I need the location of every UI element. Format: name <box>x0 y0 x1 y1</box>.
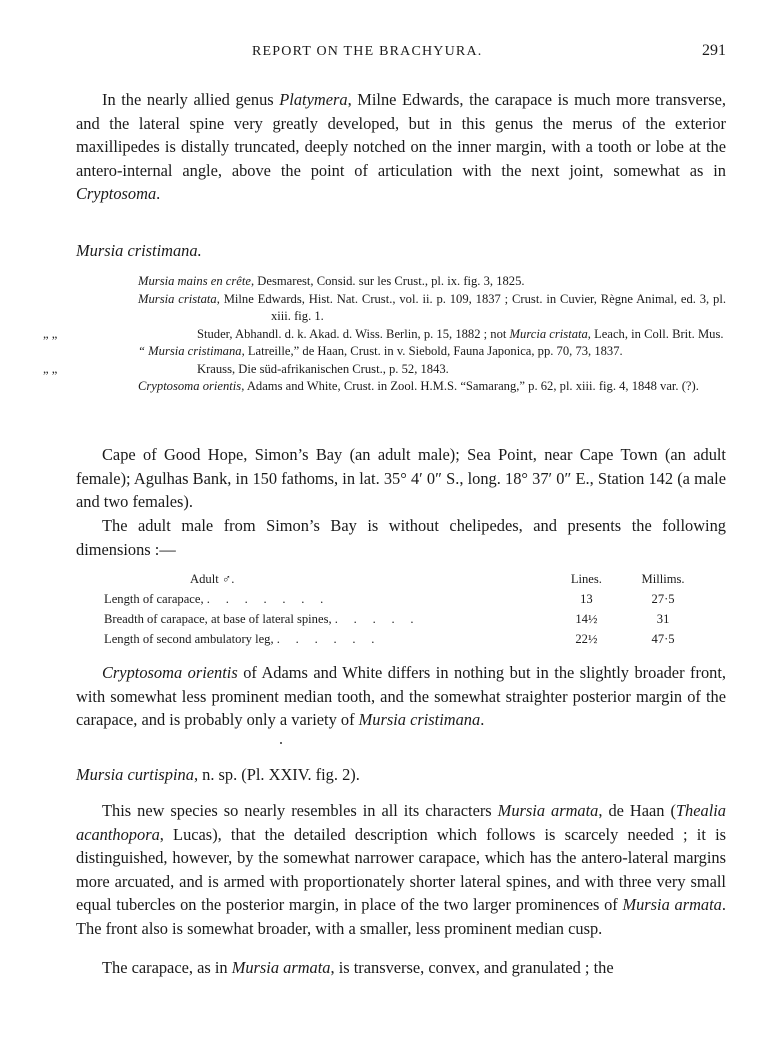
running-title: REPORT ON THE BRACHYURA. <box>252 44 483 59</box>
table-row <box>104 612 704 632</box>
dimensions-intro: The adult male from Simon’s Bay is without chelipedes, and presents the following dimensions :— <box>76 516 726 559</box>
table-row <box>104 592 704 612</box>
synonym-entry: Mursia cristata, Milne Edwards, Hist. Nat. Crust., vol. ii. p. 109, 1837 ; Crust. in Cuvier, Règne Animal, ed. 3, pl. xiii. fig. 1. <box>138 291 726 323</box>
synonymy-list <box>43 273 726 396</box>
locality-paragraph: Cape of Good Hope, Simon’s Bay (an adult male); Sea Point, near Cape Town (an adult female); Agulhas Bank, in 150 fathoms, in lat. 35° 4′ 0″ S., long. 18° 37′ 0″ E., Station 142 (a male and two females). <box>76 445 726 511</box>
leader-dots: . . . . . <box>334 612 414 626</box>
synonym-entry: „ „ Krauss, Die süd-afrikanischen Crust., p. 52, 1843. <box>43 361 449 376</box>
synonym-entry: „ „ Studer, Abhandl. d. k. Akad. d. Wiss. Berlin, p. 15, 1882 ; not Murcia cristata, Leach, in Coll. Brit. Mus. <box>43 326 724 341</box>
table-row <box>104 632 704 652</box>
col-header-lines: Lines. <box>570 572 602 586</box>
row-lines: 22½ <box>575 632 598 646</box>
synonym-entry: Mursia mains en crête, Desmarest, Consid. sur les Crust., pl. ix. fig. 3, 1825. <box>138 274 525 288</box>
carapace-paragraph: The carapace, as in Mursia armata, is transverse, convex, and granulated ; the <box>102 958 614 977</box>
row-label: Length of carapace, <box>104 592 204 606</box>
description-paragraph: This new species so nearly resembles in all its characters Mursia armata, de Haan (Thealia acanthopora, Lucas), that the detailed description which follows is scarcely needed ; it is distinguished, however, by the somewhat narrower carapace, which has the antero-lateral margins more arcuated, and is armed with proportionately shorter lateral spines, and with three very small equal tubercles on the posterior margin, in place of the two larger prominences of Mursia armata. The front also is somewhat broader, with a smaller, less prominent median cusp. <box>76 801 727 938</box>
row-label: Breadth of carapace, at base of lateral spines, <box>104 612 332 626</box>
print-speck <box>280 742 282 744</box>
page-number: 291 <box>702 42 726 59</box>
col-header-adult: Adult ♂. <box>190 572 235 586</box>
row-millims: 47·5 <box>651 632 675 646</box>
species-heading-curtispina: Mursia curtispina, n. sp. (Pl. XXIV. fig. 2). <box>76 765 360 784</box>
species-heading-cristimana: Mursia cristimana. <box>76 241 202 260</box>
row-millims: 31 <box>656 612 670 626</box>
row-lines: 13 <box>580 592 593 606</box>
synonym-entry: “ Mursia cristimana, Latreille,” de Haan, Crust. in v. Siebold, Fauna Japonica, pp. 70, 73, 1837. <box>138 344 623 358</box>
leader-dots: . . . . . . <box>276 632 375 646</box>
table-header-row <box>104 572 704 592</box>
running-header <box>0 44 776 68</box>
row-lines: 14½ <box>575 612 598 626</box>
dimensions-table <box>104 572 704 652</box>
row-label: Length of second ambulatory leg, <box>104 632 274 646</box>
synonym-entry: Cryptosoma orientis, Adams and White, Crust. in Zool. H.M.S. “Samarang,” p. 62, pl. xiii. fig. 4, 1848 var. (?). <box>138 379 699 393</box>
leader-dots: . . . . . . . <box>206 592 324 606</box>
row-millims: 27·5 <box>651 592 675 606</box>
intro-paragraph: In the nearly allied genus Platymera, Milne Edwards, the carapace is much more transverse, and the lateral spine very greatly developed, but in this genus the merus of the exterior maxillipedes is distally truncated, deeply notched on the inner margin, with a tooth or lobe at the antero-internal angle, above the point of articulation with the next joint, somewhat as in Cryptosoma. <box>76 90 726 203</box>
remark-paragraph: Cryptosoma orientis of Adams and White differs in nothing but in the slightly broader front, with somewhat less prominent median tooth, and the somewhat straighter posterior margin of the carapace, and is probably only a variety of Mursia cristimana. <box>76 663 726 729</box>
col-header-millims: Millims. <box>641 572 685 586</box>
